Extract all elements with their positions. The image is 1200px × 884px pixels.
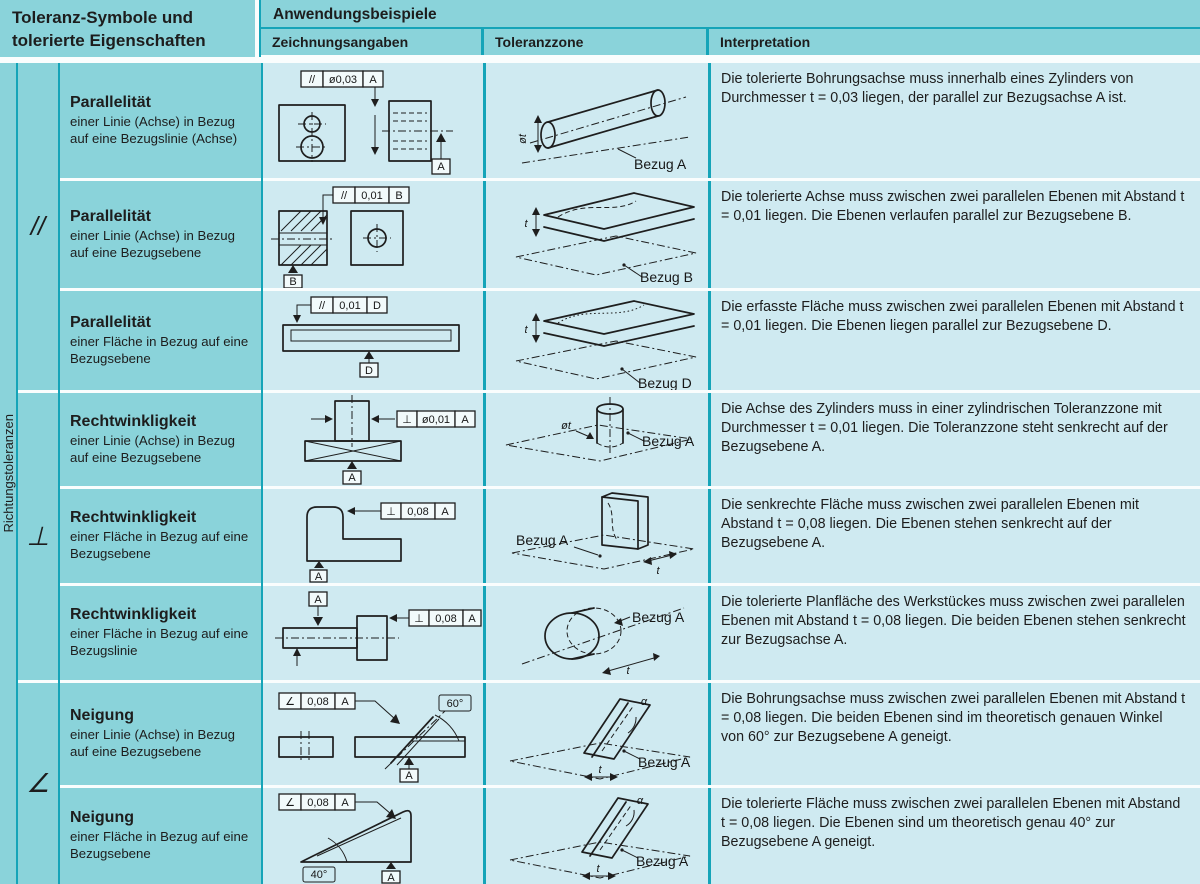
drawing-cell — [263, 489, 483, 583]
tolerance-zone-cell — [483, 393, 708, 486]
tolerance-zone-drawing — [486, 788, 708, 884]
tolerance-zone-cell — [483, 63, 708, 178]
svg-text:A: A — [468, 613, 476, 625]
technical-drawing — [263, 181, 483, 288]
property-subtitle: einer Fläche in Bezug auf eine Bezugsebene — [70, 529, 249, 561]
zone-dimension: t — [656, 565, 660, 577]
interpretation-text: Die Bohrungsachse muss zwischen zwei parallelen Ebenen mit Abstand t = 0,08 liegen. Die beiden Ebenen sind im theoretisch genauen Winkel von 60° zur Bezugsebene A geneigt. — [721, 691, 1186, 746]
property-subtitle: einer Linie (Achse) in Bezug auf eine Bezugslinie (Achse) — [70, 113, 238, 146]
tolerance-zone-cell — [483, 788, 708, 884]
zone-dimension: t — [598, 764, 602, 776]
table-row — [263, 788, 1200, 884]
table-row — [263, 489, 1200, 583]
bezug-label: Bezug A — [638, 754, 691, 770]
property-title: Parallelität — [70, 207, 151, 225]
column-header-interpretation: Interpretation — [706, 29, 1200, 55]
svg-text:B: B — [395, 190, 403, 202]
tolerance-zone-drawing — [486, 63, 708, 178]
perpendicularity-symbol: ⊥ — [18, 393, 58, 680]
interpretation-cell — [708, 181, 1200, 288]
tolerance-zone-drawing — [486, 393, 708, 486]
tolerance-zone-drawing — [486, 489, 708, 583]
property-title: Rechtwinkligkeit — [70, 412, 197, 430]
property-subtitle: einer Linie (Achse) in Bezug auf eine Bezugsebene — [70, 227, 235, 260]
svg-text:A: A — [314, 594, 322, 606]
svg-text:ø0,03: ø0,03 — [328, 74, 358, 86]
drawing-cell — [263, 63, 483, 178]
column-headers — [261, 29, 1200, 55]
property-subtitle: einer Linie (Achse) in Bezug auf eine Bezugsebene — [70, 432, 235, 465]
angle-box — [303, 867, 335, 882]
svg-text:⊥: ⊥ — [402, 414, 412, 426]
table-row — [263, 393, 1200, 486]
table-row — [263, 181, 1200, 288]
interpretation-text: Die Achse des Zylinders muss in einer zylindrischen Toleranzzone mit Durchmesser t = 0,01 liegen. Die Toleranzzone steht senkrecht auf der Bezugsebene A. — [721, 401, 1168, 456]
zone-dimension: t — [524, 324, 528, 336]
tolerance-zone-drawing — [486, 683, 708, 785]
feature-control-frame — [301, 71, 383, 87]
tolerance-zone-drawing — [486, 181, 708, 288]
bezug-label: Bezug D — [638, 375, 692, 390]
svg-text:A: A — [341, 797, 349, 809]
svg-text:0,01: 0,01 — [361, 190, 383, 202]
svg-text:A: A — [461, 414, 469, 426]
parallelism-symbol: // — [18, 63, 58, 390]
tolerance-zone-drawing — [486, 291, 708, 390]
tolerance-zone-cell — [483, 291, 708, 390]
svg-text:ø0,01: ø0,01 — [421, 414, 451, 426]
svg-text://: // — [340, 190, 348, 202]
feature-control-frame — [333, 187, 409, 203]
property-subtitle: einer Fläche in Bezug auf eine Bezugslinie — [70, 626, 249, 658]
tolerance-zone-cell — [483, 489, 708, 583]
zone-dimension: t — [524, 218, 528, 230]
property-cell — [60, 489, 261, 583]
property-subtitle: einer Fläche in Bezug auf eine Bezugsebene — [70, 333, 249, 366]
svg-text:⊥: ⊥ — [414, 613, 424, 625]
svg-text:∠: ∠ — [285, 696, 295, 708]
property-cell — [60, 181, 261, 288]
property-cell — [60, 393, 261, 486]
svg-text:A: A — [348, 472, 356, 484]
interpretation-text: Die erfasste Fläche muss zwischen zwei parallelen Ebenen mit Abstand t = 0,01 liegen. Die Ebenen liegen parallel zur Bezugsebene D. — [721, 299, 1184, 335]
property-title: Neigung — [70, 707, 134, 725]
header-right — [259, 0, 1200, 57]
bezug-label: Bezug A — [642, 433, 695, 449]
table-row — [263, 291, 1200, 390]
technical-drawing — [263, 291, 483, 390]
interpretation-cell — [708, 63, 1200, 178]
zone-dimension: øt — [561, 420, 571, 432]
property-subtitle: einer Linie (Achse) in Bezug auf eine Bezugsebene — [70, 727, 235, 759]
zone-dimension: øt — [517, 134, 529, 144]
svg-text:A: A — [369, 74, 377, 86]
datum-box — [310, 570, 327, 583]
drawing-cell — [263, 393, 483, 486]
datum-box — [432, 159, 450, 174]
table-header — [0, 0, 1200, 60]
interpretation-text: Die senkrechte Fläche muss zwischen zwei parallelen Ebenen mit Abstand t = 0,08 liegen. Die Ebenen stehen senkrecht auf der Bezugsebene A. — [721, 497, 1139, 552]
property-title: Parallelität — [70, 93, 151, 111]
interpretation-cell — [708, 489, 1200, 583]
svg-text:⊥: ⊥ — [386, 506, 396, 518]
table-row — [263, 63, 1200, 178]
interpretation-cell — [708, 683, 1200, 785]
property-column — [60, 63, 261, 884]
svg-text:0,08: 0,08 — [435, 613, 457, 625]
svg-text:B: B — [289, 276, 297, 288]
angle-label: α — [636, 795, 644, 807]
bezug-label: Bezug A — [636, 853, 689, 869]
tolerance-zone-drawing — [486, 586, 708, 680]
property-title: Parallelität — [70, 313, 151, 331]
datum-box — [284, 275, 302, 288]
feature-control-frame — [279, 794, 355, 810]
feature-control-frame — [397, 411, 475, 427]
bezug-label: Bezug A — [516, 532, 569, 548]
category-strip — [0, 63, 18, 884]
svg-text:D: D — [365, 365, 373, 377]
technical-drawing — [263, 489, 483, 583]
technical-drawing — [263, 63, 483, 178]
drawing-cell — [263, 181, 483, 288]
datum-box — [382, 871, 400, 884]
svg-text:A: A — [405, 770, 413, 782]
interpretation-cell — [708, 393, 1200, 486]
header-left-title: Toleranz-Symbole und tolerierte Eigenschaften — [0, 0, 259, 57]
datum-box — [400, 769, 418, 782]
feature-control-frame — [311, 297, 387, 313]
feature-control-frame — [381, 503, 455, 519]
tolerance-zone-cell — [483, 181, 708, 288]
technical-drawing — [263, 683, 483, 785]
interpretation-cell — [708, 291, 1200, 390]
drawing-cell — [263, 291, 483, 390]
category-label: Richtungstoleranzen — [0, 414, 16, 533]
property-cell — [60, 291, 261, 390]
svg-text:A: A — [341, 696, 349, 708]
interpretation-text: Die tolerierte Bohrungsachse muss innerhalb eines Zylinders von Durchmesser t = 0,03 liegen, der parallel zur Bezugsachse A ist. — [721, 71, 1134, 107]
angle-box — [439, 695, 471, 711]
zone-dimension: t — [626, 665, 630, 677]
table-body — [0, 60, 1200, 884]
property-title: Neigung — [70, 809, 134, 827]
interpretation-text: Die tolerierte Fläche muss zwischen zwei parallelen Ebenen mit Abstand t = 0,08 liegen. Die Ebenen sind um theoretisch genau 40° zur Bezugsebene A geneigt. — [721, 796, 1181, 851]
svg-text://: // — [318, 300, 326, 312]
property-cell — [60, 683, 261, 785]
svg-text://: // — [308, 74, 316, 86]
bezug-label: Bezug A — [632, 609, 685, 625]
bezug-label: Bezug B — [640, 269, 693, 285]
drawing-cell — [263, 586, 483, 680]
datum-box — [309, 592, 327, 606]
technical-drawing — [263, 586, 483, 680]
drawing-cell — [263, 683, 483, 785]
angle-label: α — [640, 696, 648, 708]
technical-drawing — [263, 788, 483, 884]
interpretation-cell — [708, 586, 1200, 680]
tolerance-zone-cell — [483, 586, 708, 680]
property-cell — [60, 788, 261, 884]
interpretation-text: Die tolerierte Achse muss zwischen zwei parallelen Ebenen mit Abstand t = 0,01 liegen. Die Ebenen verlaufen parallel zur Bezugsebene B. — [721, 189, 1185, 225]
interpretation-cell — [708, 788, 1200, 884]
svg-text:0,08: 0,08 — [307, 696, 329, 708]
property-title: Rechtwinkligkeit — [70, 509, 197, 527]
svg-text:A: A — [387, 872, 395, 884]
header-right-title: Anwendungsbeispiele — [261, 0, 1200, 29]
interpretation-text: Die tolerierte Planfläche des Werkstückes muss zwischen zwei parallelen Ebenen mit Abstand t = 0,08 liegen. Die beiden Ebenen stehen senkrecht zur Bezugsachse A. — [721, 594, 1186, 649]
property-cell — [60, 586, 261, 680]
table-row — [263, 683, 1200, 785]
datum-box — [343, 471, 361, 484]
bezug-label: Bezug A — [634, 156, 687, 172]
svg-text:60°: 60° — [446, 698, 464, 710]
feature-control-frame — [409, 610, 481, 626]
zone-dimension: t — [596, 863, 600, 875]
table-row — [263, 586, 1200, 680]
svg-text:40°: 40° — [310, 869, 328, 881]
datum-box — [360, 363, 378, 377]
svg-text:A: A — [441, 506, 449, 518]
svg-text:A: A — [437, 161, 445, 173]
svg-text:0,08: 0,08 — [407, 506, 429, 518]
property-cell — [60, 63, 261, 178]
tolerance-zone-cell — [483, 683, 708, 785]
feature-control-frame — [279, 693, 355, 709]
drawing-cell — [263, 788, 483, 884]
examples-pane — [261, 63, 1200, 884]
symbol-column — [18, 63, 60, 884]
column-header-zeichnungsangaben: Zeichnungsangaben — [272, 34, 409, 50]
property-title: Rechtwinkligkeit — [70, 606, 197, 624]
column-header-toleranzzone: Toleranzzone — [481, 29, 706, 55]
angularity-symbol: ∠ — [18, 683, 58, 884]
svg-text:D: D — [373, 300, 381, 312]
svg-text:A: A — [314, 571, 323, 583]
svg-text:0,08: 0,08 — [307, 797, 329, 809]
property-subtitle: einer Fläche in Bezug auf eine Bezugsebene — [70, 829, 249, 861]
technical-drawing — [263, 393, 483, 486]
svg-text:0,01: 0,01 — [339, 300, 361, 312]
svg-text:∠: ∠ — [285, 797, 295, 809]
